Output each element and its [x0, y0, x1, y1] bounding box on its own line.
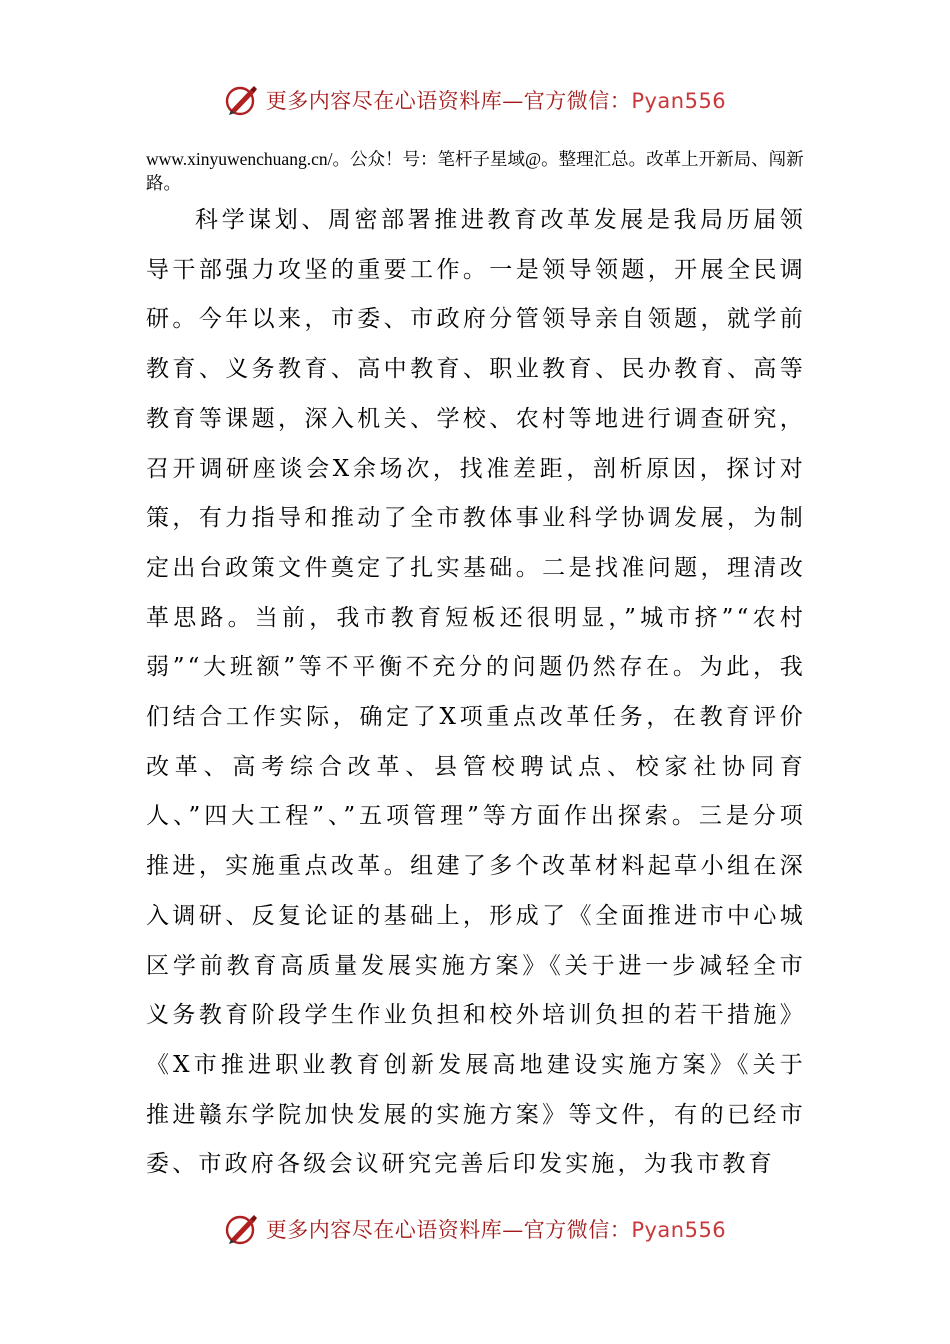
- pen-logo-icon: [224, 82, 260, 118]
- footer-banner: [0, 1209, 950, 1249]
- footer-banner-text: 更多内容尽在心语资料库—官方微信：Pyan556: [265, 1218, 727, 1242]
- header-banner-wechat-id: Pyan556: [631, 89, 727, 113]
- header-banner: [0, 80, 950, 120]
- pen-logo-icon: [224, 1211, 260, 1247]
- footer-banner-wechat-id: Pyan556: [631, 1218, 727, 1242]
- body-paragraph: 科学谋划、周密部署推进教育改革发展是我局历届领导干部强力攻坚的重要工作。一是领导领题，开展全民调研。今年以来，市委、市政府分管领导亲自领题，就学前教育、义务教育、高中教育、职业教育、民办教育、高等教育等课题，深入机关、学校、农村等地进行调查研究，召开调研座谈会X余场次，找准差距，剖析原因，探讨对策，有力指导和推动了全市教体事业科学协调发展，为制定出台政策文件奠定了扎实基础。二是找准问题，理清改革思路。当前，我市教育短板还很明显，”城市挤”“农村弱”“大班额”等不平衡不充分的问题仍然存在。为此，我们结合工作实际，确定了X项重点改革任务，在教育评价改革、高考综合改革、县管校聘试点、校家社协同育人、”四大工程”、”五项管理”等方面作出探索。三是分项推进，实施重点改革。组建了多个改革材料起草小组在深入调研、反复论证的基础上，形成了《全面推进市中心城区学前教育高质量发展实施方案》《关于进一步减轻全市义务教育阶段学生作业负担和校外培训负担的若干措施》《X市推进职业教育创新发展高地建设实施方案》《关于推进赣东学院加快发展的实施方案》等文件，有的已经市委、市政府各级会议研究完善后印发实施，为我市教育: [146, 207, 806, 1178]
- header-banner-text: 更多内容尽在心语资料库—官方微信：Pyan556: [265, 89, 727, 113]
- source-line: www.xinyuwenchuang.cn/。公众！号：笔杆子星域@。整理汇总。改革上开新局、闯新路。: [146, 149, 804, 193]
